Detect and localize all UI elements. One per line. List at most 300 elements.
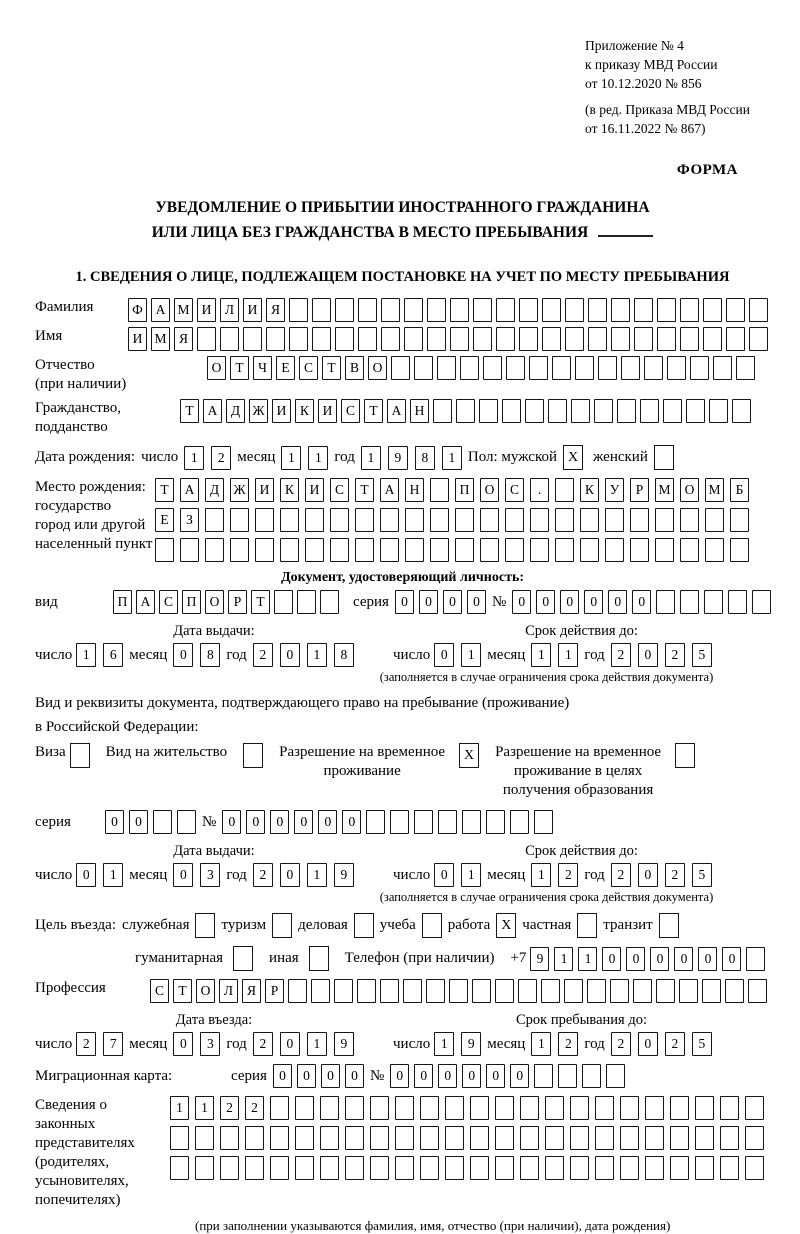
purpose-checkbox-delovaya[interactable] (354, 913, 374, 938)
char-cell[interactable] (395, 1096, 414, 1120)
char-cell[interactable] (670, 1156, 689, 1180)
char-cell[interactable] (657, 327, 676, 351)
char-cell[interactable]: Т (251, 590, 270, 614)
char-cell[interactable]: 8 (200, 643, 220, 667)
char-cell[interactable] (745, 1126, 764, 1150)
char-cell[interactable]: Т (355, 478, 374, 502)
char-cell[interactable]: 1 (170, 1096, 189, 1120)
char-cell[interactable] (437, 356, 456, 380)
char-cell[interactable] (745, 1156, 764, 1180)
char-cell[interactable] (245, 1156, 264, 1180)
char-cell[interactable] (395, 1126, 414, 1150)
char-cell[interactable] (705, 538, 724, 562)
char-cell[interactable]: 1 (308, 446, 328, 470)
char-cell[interactable]: 2 (245, 1096, 264, 1120)
char-cell[interactable] (582, 1064, 601, 1088)
char-cell[interactable]: 2 (220, 1096, 239, 1120)
char-cell[interactable]: С (159, 590, 178, 614)
char-cell[interactable]: 0 (105, 810, 124, 834)
char-cell[interactable]: 1 (195, 1096, 214, 1120)
char-cell[interactable] (403, 979, 422, 1003)
char-cell[interactable]: И (318, 399, 337, 423)
char-cell[interactable]: 0 (584, 590, 603, 614)
char-cell[interactable] (427, 327, 446, 351)
char-cell[interactable] (656, 590, 675, 614)
char-cell[interactable] (358, 298, 377, 322)
char-cell[interactable] (255, 508, 274, 532)
char-cell[interactable] (726, 327, 745, 351)
char-cell[interactable] (280, 538, 299, 562)
char-cell[interactable]: Ф (128, 298, 147, 322)
char-cell[interactable] (381, 298, 400, 322)
char-cell[interactable] (205, 508, 224, 532)
char-cell[interactable]: 0 (602, 947, 621, 971)
char-cell[interactable]: 2 (611, 863, 631, 887)
char-cell[interactable]: 1 (281, 446, 301, 470)
char-cell[interactable]: С (330, 478, 349, 502)
char-cell[interactable] (570, 1096, 589, 1120)
char-cell[interactable]: Я (242, 979, 261, 1003)
char-cell[interactable] (564, 979, 583, 1003)
char-cell[interactable] (345, 1096, 364, 1120)
char-cell[interactable]: 0 (76, 863, 96, 887)
char-cell[interactable] (288, 979, 307, 1003)
char-cell[interactable]: 0 (246, 810, 265, 834)
char-cell[interactable]: 2 (211, 446, 231, 470)
purpose-checkbox-tranzit[interactable] (659, 913, 679, 938)
char-cell[interactable]: Т (322, 356, 341, 380)
char-cell[interactable]: 0 (650, 947, 669, 971)
char-cell[interactable]: Т (180, 399, 199, 423)
char-cell[interactable] (605, 538, 624, 562)
char-cell[interactable] (445, 1126, 464, 1150)
char-cell[interactable] (542, 298, 561, 322)
char-cell[interactable] (426, 979, 445, 1003)
char-cell[interactable]: Е (276, 356, 295, 380)
char-cell[interactable] (595, 1156, 614, 1180)
char-cell[interactable] (670, 1096, 689, 1120)
char-cell[interactable] (570, 1126, 589, 1150)
char-cell[interactable] (330, 538, 349, 562)
char-cell[interactable] (462, 810, 481, 834)
char-cell[interactable]: И (305, 478, 324, 502)
char-cell[interactable] (380, 508, 399, 532)
char-cell[interactable]: 7 (103, 1032, 123, 1056)
char-cell[interactable] (520, 1096, 539, 1120)
char-cell[interactable] (381, 327, 400, 351)
char-cell[interactable] (495, 1156, 514, 1180)
char-cell[interactable]: 0 (560, 590, 579, 614)
male-checkbox[interactable]: X (563, 445, 583, 470)
char-cell[interactable]: 0 (434, 863, 454, 887)
char-cell[interactable] (505, 538, 524, 562)
char-cell[interactable]: М (705, 478, 724, 502)
char-cell[interactable] (220, 1156, 239, 1180)
char-cell[interactable] (472, 979, 491, 1003)
char-cell[interactable]: Е (155, 508, 174, 532)
char-cell[interactable] (736, 356, 755, 380)
char-cell[interactable] (496, 327, 515, 351)
char-cell[interactable] (695, 1156, 714, 1180)
char-cell[interactable]: 2 (558, 1032, 578, 1056)
char-cell[interactable] (473, 327, 492, 351)
char-cell[interactable]: 2 (558, 863, 578, 887)
char-cell[interactable] (460, 356, 479, 380)
char-cell[interactable]: П (455, 478, 474, 502)
char-cell[interactable] (680, 298, 699, 322)
char-cell[interactable] (420, 1126, 439, 1150)
char-cell[interactable]: 2 (253, 1032, 273, 1056)
char-cell[interactable] (656, 979, 675, 1003)
char-cell[interactable] (520, 1156, 539, 1180)
char-cell[interactable] (645, 1156, 664, 1180)
char-cell[interactable] (746, 947, 765, 971)
char-cell[interactable]: 0 (129, 810, 148, 834)
char-cell[interactable]: Т (155, 478, 174, 502)
char-cell[interactable] (445, 1096, 464, 1120)
purpose-checkbox-chastnaya[interactable] (577, 913, 597, 938)
char-cell[interactable] (749, 298, 768, 322)
char-cell[interactable] (620, 1096, 639, 1120)
char-cell[interactable] (380, 979, 399, 1003)
char-cell[interactable] (486, 810, 505, 834)
char-cell[interactable]: И (197, 298, 216, 322)
char-cell[interactable]: Л (220, 298, 239, 322)
char-cell[interactable]: 0 (462, 1064, 481, 1088)
char-cell[interactable]: 0 (443, 590, 462, 614)
char-cell[interactable] (355, 508, 374, 532)
char-cell[interactable] (195, 1126, 214, 1150)
char-cell[interactable]: 3 (200, 1032, 220, 1056)
char-cell[interactable] (657, 298, 676, 322)
char-cell[interactable] (534, 810, 553, 834)
char-cell[interactable]: 1 (184, 446, 204, 470)
char-cell[interactable]: 0 (318, 810, 337, 834)
char-cell[interactable] (334, 979, 353, 1003)
char-cell[interactable] (644, 356, 663, 380)
char-cell[interactable] (709, 399, 728, 423)
char-cell[interactable] (320, 1156, 339, 1180)
char-cell[interactable]: А (136, 590, 155, 614)
char-cell[interactable]: 0 (273, 1064, 292, 1088)
char-cell[interactable]: 0 (626, 947, 645, 971)
char-cell[interactable] (605, 508, 624, 532)
char-cell[interactable] (358, 327, 377, 351)
char-cell[interactable] (630, 538, 649, 562)
char-cell[interactable] (414, 810, 433, 834)
char-cell[interactable] (270, 1096, 289, 1120)
purpose-checkbox-ucheba[interactable] (422, 913, 442, 938)
char-cell[interactable] (230, 538, 249, 562)
char-cell[interactable] (565, 327, 584, 351)
char-cell[interactable]: С (341, 399, 360, 423)
char-cell[interactable] (266, 327, 285, 351)
char-cell[interactable] (519, 298, 538, 322)
char-cell[interactable] (230, 508, 249, 532)
char-cell[interactable]: 0 (638, 643, 658, 667)
char-cell[interactable]: Ж (249, 399, 268, 423)
char-cell[interactable]: 9 (334, 1032, 354, 1056)
char-cell[interactable] (519, 327, 538, 351)
char-cell[interactable] (703, 298, 722, 322)
char-cell[interactable]: 0 (419, 590, 438, 614)
char-cell[interactable] (704, 590, 723, 614)
char-cell[interactable]: 8 (415, 446, 435, 470)
char-cell[interactable]: 0 (173, 1032, 193, 1056)
char-cell[interactable] (732, 399, 751, 423)
char-cell[interactable] (270, 1156, 289, 1180)
char-cell[interactable] (355, 538, 374, 562)
char-cell[interactable] (595, 1126, 614, 1150)
visa-checkbox[interactable] (70, 743, 90, 768)
char-cell[interactable]: К (580, 478, 599, 502)
char-cell[interactable] (752, 590, 771, 614)
char-cell[interactable]: А (180, 478, 199, 502)
char-cell[interactable] (335, 327, 354, 351)
char-cell[interactable] (655, 538, 674, 562)
char-cell[interactable] (330, 508, 349, 532)
char-cell[interactable]: А (380, 478, 399, 502)
char-cell[interactable]: Н (405, 478, 424, 502)
char-cell[interactable] (335, 298, 354, 322)
char-cell[interactable]: 0 (280, 863, 300, 887)
purpose-checkbox-sluzhebnaya[interactable] (195, 913, 215, 938)
char-cell[interactable] (370, 1096, 389, 1120)
char-cell[interactable] (295, 1126, 314, 1150)
char-cell[interactable] (679, 979, 698, 1003)
char-cell[interactable] (655, 508, 674, 532)
char-cell[interactable] (289, 298, 308, 322)
char-cell[interactable] (395, 1156, 414, 1180)
char-cell[interactable]: 1 (558, 643, 578, 667)
char-cell[interactable] (480, 508, 499, 532)
char-cell[interactable]: А (151, 298, 170, 322)
char-cell[interactable]: 0 (608, 590, 627, 614)
char-cell[interactable]: 1 (307, 643, 327, 667)
char-cell[interactable] (530, 538, 549, 562)
char-cell[interactable]: 0 (510, 1064, 529, 1088)
char-cell[interactable]: Д (205, 478, 224, 502)
char-cell[interactable] (414, 356, 433, 380)
char-cell[interactable]: 2 (665, 643, 685, 667)
char-cell[interactable]: 0 (486, 1064, 505, 1088)
char-cell[interactable]: М (174, 298, 193, 322)
char-cell[interactable] (320, 1126, 339, 1150)
char-cell[interactable] (510, 810, 529, 834)
char-cell[interactable]: С (505, 478, 524, 502)
char-cell[interactable]: 0 (438, 1064, 457, 1088)
char-cell[interactable] (713, 356, 732, 380)
char-cell[interactable] (580, 538, 599, 562)
char-cell[interactable] (370, 1126, 389, 1150)
char-cell[interactable] (450, 298, 469, 322)
char-cell[interactable]: 1 (361, 446, 381, 470)
residence-permit-checkbox[interactable] (243, 743, 263, 768)
char-cell[interactable] (630, 508, 649, 532)
char-cell[interactable] (405, 508, 424, 532)
char-cell[interactable] (575, 356, 594, 380)
char-cell[interactable] (686, 399, 705, 423)
char-cell[interactable] (634, 327, 653, 351)
char-cell[interactable] (745, 1096, 764, 1120)
char-cell[interactable]: С (150, 979, 169, 1003)
char-cell[interactable] (455, 508, 474, 532)
char-cell[interactable]: Р (265, 979, 284, 1003)
char-cell[interactable] (645, 1126, 664, 1150)
char-cell[interactable] (558, 1064, 577, 1088)
char-cell[interactable] (663, 399, 682, 423)
char-cell[interactable] (594, 399, 613, 423)
char-cell[interactable]: Н (410, 399, 429, 423)
char-cell[interactable]: 0 (321, 1064, 340, 1088)
char-cell[interactable]: К (280, 478, 299, 502)
char-cell[interactable] (545, 1096, 564, 1120)
char-cell[interactable]: 0 (632, 590, 651, 614)
char-cell[interactable] (197, 327, 216, 351)
char-cell[interactable] (680, 538, 699, 562)
char-cell[interactable]: 0 (638, 1032, 658, 1056)
char-cell[interactable] (620, 1126, 639, 1150)
char-cell[interactable]: 0 (414, 1064, 433, 1088)
char-cell[interactable] (702, 979, 721, 1003)
char-cell[interactable] (366, 810, 385, 834)
char-cell[interactable]: 5 (692, 643, 712, 667)
char-cell[interactable]: 1 (434, 1032, 454, 1056)
char-cell[interactable] (580, 508, 599, 532)
char-cell[interactable] (153, 810, 172, 834)
char-cell[interactable] (320, 1096, 339, 1120)
char-cell[interactable] (495, 979, 514, 1003)
char-cell[interactable]: 9 (334, 863, 354, 887)
char-cell[interactable] (610, 979, 629, 1003)
char-cell[interactable] (565, 298, 584, 322)
char-cell[interactable] (404, 327, 423, 351)
char-cell[interactable] (749, 327, 768, 351)
char-cell[interactable] (748, 979, 767, 1003)
char-cell[interactable] (728, 590, 747, 614)
purpose-checkbox-turizm[interactable] (272, 913, 292, 938)
char-cell[interactable] (320, 590, 339, 614)
char-cell[interactable] (617, 399, 636, 423)
char-cell[interactable]: У (605, 478, 624, 502)
char-cell[interactable]: О (207, 356, 226, 380)
char-cell[interactable]: 1 (531, 1032, 551, 1056)
char-cell[interactable] (305, 508, 324, 532)
char-cell[interactable] (305, 538, 324, 562)
char-cell[interactable] (479, 399, 498, 423)
char-cell[interactable]: Р (228, 590, 247, 614)
char-cell[interactable]: 2 (611, 1032, 631, 1056)
char-cell[interactable]: З (180, 508, 199, 532)
char-cell[interactable] (645, 1096, 664, 1120)
char-cell[interactable]: И (272, 399, 291, 423)
char-cell[interactable] (720, 1096, 739, 1120)
char-cell[interactable]: 0 (390, 1064, 409, 1088)
char-cell[interactable] (380, 538, 399, 562)
char-cell[interactable] (473, 298, 492, 322)
char-cell[interactable] (391, 356, 410, 380)
char-cell[interactable]: 9 (530, 947, 549, 971)
char-cell[interactable]: О (680, 478, 699, 502)
char-cell[interactable] (571, 399, 590, 423)
char-cell[interactable] (430, 508, 449, 532)
char-cell[interactable] (405, 538, 424, 562)
char-cell[interactable] (720, 1126, 739, 1150)
char-cell[interactable]: 6 (103, 643, 123, 667)
char-cell[interactable]: Ж (230, 478, 249, 502)
char-cell[interactable] (725, 979, 744, 1003)
char-cell[interactable] (449, 979, 468, 1003)
char-cell[interactable]: Т (364, 399, 383, 423)
char-cell[interactable]: 0 (722, 947, 741, 971)
char-cell[interactable] (496, 298, 515, 322)
char-cell[interactable]: И (255, 478, 274, 502)
char-cell[interactable]: 9 (388, 446, 408, 470)
char-cell[interactable]: 0 (280, 1032, 300, 1056)
char-cell[interactable]: 1 (76, 643, 96, 667)
char-cell[interactable] (243, 327, 262, 351)
char-cell[interactable]: Я (266, 298, 285, 322)
char-cell[interactable]: 2 (665, 863, 685, 887)
char-cell[interactable] (311, 979, 330, 1003)
char-cell[interactable] (506, 356, 525, 380)
char-cell[interactable] (445, 1156, 464, 1180)
char-cell[interactable] (534, 1064, 553, 1088)
char-cell[interactable]: 1 (103, 863, 123, 887)
char-cell[interactable] (274, 590, 293, 614)
char-cell[interactable] (670, 1126, 689, 1150)
char-cell[interactable]: 0 (173, 863, 193, 887)
char-cell[interactable] (555, 508, 574, 532)
char-cell[interactable]: К (295, 399, 314, 423)
char-cell[interactable]: Л (219, 979, 238, 1003)
char-cell[interactable] (270, 1126, 289, 1150)
char-cell[interactable]: 0 (467, 590, 486, 614)
char-cell[interactable]: 1 (442, 446, 462, 470)
char-cell[interactable]: О (368, 356, 387, 380)
char-cell[interactable] (545, 1126, 564, 1150)
char-cell[interactable] (170, 1156, 189, 1180)
char-cell[interactable] (570, 1156, 589, 1180)
char-cell[interactable]: П (113, 590, 132, 614)
char-cell[interactable]: Ч (253, 356, 272, 380)
char-cell[interactable]: П (182, 590, 201, 614)
char-cell[interactable]: 0 (536, 590, 555, 614)
char-cell[interactable]: В (345, 356, 364, 380)
char-cell[interactable]: . (530, 478, 549, 502)
char-cell[interactable]: 1 (531, 863, 551, 887)
char-cell[interactable]: 0 (342, 810, 361, 834)
char-cell[interactable] (420, 1156, 439, 1180)
char-cell[interactable]: 0 (280, 643, 300, 667)
char-cell[interactable]: 5 (692, 863, 712, 887)
char-cell[interactable]: О (480, 478, 499, 502)
char-cell[interactable] (505, 508, 524, 532)
char-cell[interactable]: 9 (461, 1032, 481, 1056)
char-cell[interactable] (370, 1156, 389, 1180)
char-cell[interactable] (690, 356, 709, 380)
char-cell[interactable] (495, 1126, 514, 1150)
char-cell[interactable]: М (655, 478, 674, 502)
char-cell[interactable] (220, 1126, 239, 1150)
char-cell[interactable]: 0 (222, 810, 241, 834)
char-cell[interactable] (297, 590, 316, 614)
char-cell[interactable] (280, 508, 299, 532)
char-cell[interactable] (177, 810, 196, 834)
char-cell[interactable] (245, 1126, 264, 1150)
char-cell[interactable]: А (203, 399, 222, 423)
char-cell[interactable] (529, 356, 548, 380)
